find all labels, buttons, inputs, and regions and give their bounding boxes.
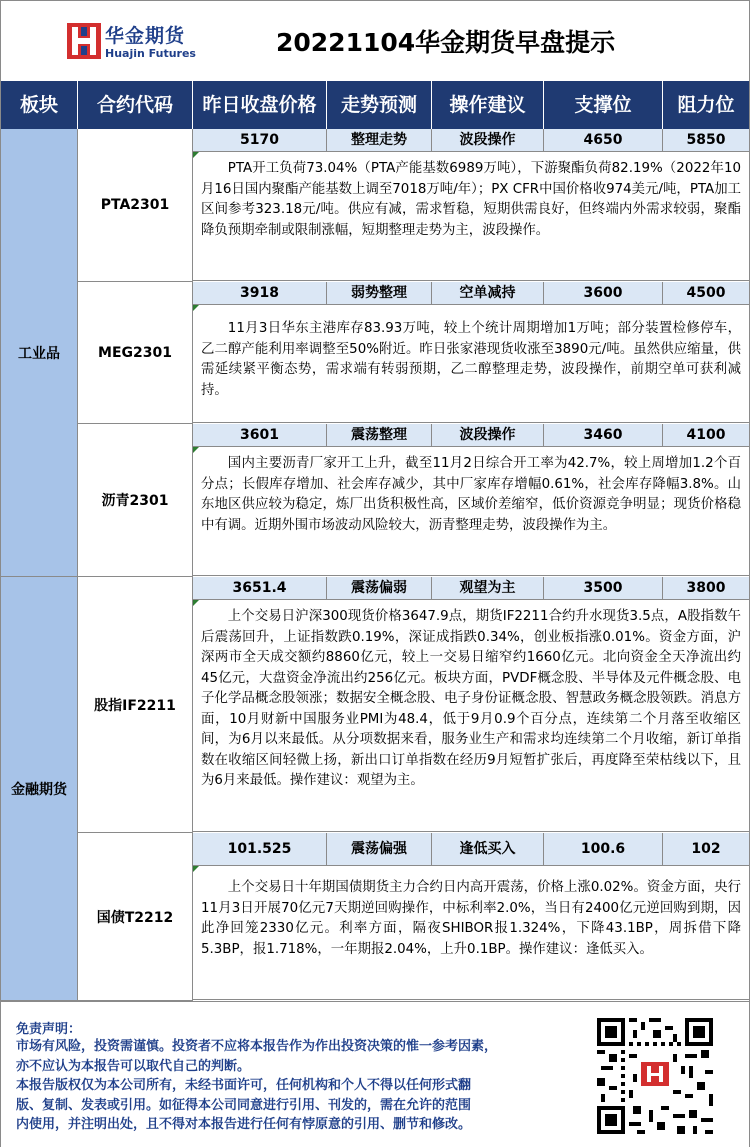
- value-row: [193, 129, 749, 152]
- analysis-text: 国内主要沥青厂家开工上升，截至11月2日综合开工率为42.7%，较上周增加1.2个百分点；长假库存增加、社会库存减少，其中厂家库存增幅0.61%，社会库存降幅3.8%。山东地区供应较为稳定，炼厂出货积极性高，区域价差缩窄，低价资源竞争明显；现货价格稳中有调。近期外围市场波动风险较大，沥青整理走势，波段操作为主。: [193, 447, 749, 576]
- support-level: 100.6: [544, 833, 663, 865]
- support-level: 3460: [544, 424, 663, 446]
- close-price: 5170: [193, 129, 327, 151]
- value-row: [193, 833, 749, 866]
- operation-advice: 空单减持: [432, 282, 544, 304]
- table-header: [1, 81, 749, 129]
- disclaimer-body: [16, 1037, 556, 1135]
- column-header-advice: 操作建议: [432, 81, 544, 129]
- close-price: 3651.4: [193, 577, 327, 599]
- contract-code: 国债T2212: [78, 833, 193, 1001]
- trend-forecast: 震荡整理: [327, 424, 432, 446]
- analysis-text: 上个交易日沪深300现货价格3647.9点，期货IF2211合约升水现货3.5点，A股指数午后震荡回升，上证指数跌0.19%，深证成指跌0.34%，创业板指涨0.01%。资金方面，沪深两市全天成交额约8860亿元，较上一交易日缩窄约1660亿元。北向资金全天净流出约45亿元，大盘资金净流出约256亿元。板块方面，PVDF概念股、半导体及元件概念股、电子化学品概念股领涨；数据安全概念股、电子身份证概念股、智慧政务概念股领跌。消息方面，10月财新中国服务业PMI为48.4，低于9月0.9个百分点，连续第二个月落至收缩区间，为6月以来最低。从分项数据来看，服务业生产和需求均连续第二个月收缩，新订单指数在收缩区间轻微上扬，新出口订单指数在经历9月短暂扩张后，再度降至荣枯线以下，且为6月来最低。操作建议：观望为主。: [193, 600, 749, 832]
- value-row: [193, 282, 749, 305]
- qr-code-icon: [597, 1018, 713, 1134]
- operation-advice: 观望为主: [432, 577, 544, 599]
- resistance-level: 4500: [686, 285, 726, 301]
- operation-advice: 波段操作: [432, 424, 544, 446]
- column-header-sector: 板块: [1, 81, 78, 129]
- resistance-level: 102: [691, 841, 721, 857]
- sector-cell-financial: 金融期货: [1, 577, 78, 1001]
- value-row: [193, 424, 749, 447]
- column-header-support: 支撑位: [544, 81, 663, 129]
- contract-code: 股指IF2211: [78, 577, 193, 833]
- analysis-text: 11月3日华东主港库存83.93万吨，较上个统计周期增加1万吨；部分装置检修停车，乙二醇产能利用率调整至50%附近。昨日张家港现货收涨至3890元/吨。虽然供应缩量，供需延续紧平衡态势，需求端有转弱预期，乙二醇整理走势，波段操作，前期空单可获利减持。: [193, 305, 749, 423]
- support-level: 4650: [544, 129, 663, 151]
- close-price: 3601: [193, 424, 327, 446]
- operation-advice: 波段操作: [432, 129, 544, 151]
- trend-forecast: 整理走势: [327, 129, 432, 151]
- disclaimer-line: 版、复制、发表或引用。如征得本公司同意进行引用、刊发的，需在允许的范围: [16, 1097, 472, 1113]
- disclaimer-footer: [1, 1001, 749, 1147]
- disclaimer-line: 市场有风险，投资需谨慎。投资者不应将本报告作为作出投资决策的惟一参考因素，: [16, 1039, 498, 1054]
- report-title: 20221104华金期货早盘提示: [276, 28, 616, 57]
- operation-advice: 逢低买入: [432, 833, 544, 865]
- column-header-contract: 合约代码: [78, 81, 193, 129]
- trend-forecast: 弱势整理: [327, 282, 432, 304]
- sector-cell-industrial: 工业品: [1, 129, 78, 577]
- resistance-level: 3800: [686, 580, 726, 596]
- resistance-level: 5850: [686, 132, 726, 148]
- trend-forecast: 震荡偏强: [327, 833, 432, 865]
- column-header-close: 昨日收盘价格: [193, 81, 327, 129]
- contract-code: PTA2301: [78, 129, 193, 282]
- contract-code: MEG2301: [78, 282, 193, 424]
- trend-forecast: 震荡偏弱: [327, 577, 432, 599]
- value-row: [193, 577, 749, 600]
- disclaimer-title: 免责声明：: [16, 1022, 82, 1037]
- analysis-text: 上个交易日十年期国债期货主力合约日内高开震荡，价格上涨0.02%。资金方面，央行11月3日开展70亿元7天期逆回购操作，中标利率2.0%，当日有2400亿元逆回购到期，因此净回笼2330亿元。利率方面，隔夜SHIBOR报1.324%，下降43.1BP，周拆借下降5.3BP，报1.718%，一年期报2.04%，上升0.1BP。操作建议：逢低买入。: [193, 866, 749, 1000]
- logo-english-name: Huajin Futures: [105, 47, 196, 60]
- disclaimer-line: 亦不应认为本报告可以取代自己的判断。: [16, 1058, 251, 1074]
- resistance-level: 4100: [686, 427, 726, 443]
- contract-code: 沥青2301: [78, 424, 193, 577]
- analysis-text: PTA开工负荷73.04%（PTA产能基数6989万吨），下游聚酯负荷82.19%（2022年10月16日国内聚酯产能基数上调至7018万吨/年）；PX CFR中国价格收974美元/吨，PTA加工区间参考323.18元/吨。供应有减，需求暂稳，短期供需良好，但终端内外需求较弱，聚酯降负预期牵制或限制涨幅，短期整理走势为主，波段操作。: [193, 152, 749, 281]
- close-price: 101.525: [193, 833, 327, 865]
- huajin-logo-icon: [67, 23, 101, 59]
- support-level: 3500: [544, 577, 663, 599]
- disclaimer-line: 本报告版权仅为本公司所有，未经书面许可，任何机构和个人不得以任何形式翻: [16, 1078, 472, 1093]
- close-price: 3918: [193, 282, 327, 304]
- logo-chinese-name: 华金期货: [105, 25, 186, 47]
- column-header-trend: 走势预测: [327, 81, 432, 129]
- disclaimer-line: 内使用，并注明出处，且不得对本报告进行任何有悖原意的引用、删节和修改。: [16, 1117, 472, 1132]
- support-level: 3600: [544, 282, 663, 304]
- report-header: [1, 1, 749, 81]
- company-logo: [67, 21, 215, 63]
- column-header-resistance: 阻力位: [677, 94, 735, 116]
